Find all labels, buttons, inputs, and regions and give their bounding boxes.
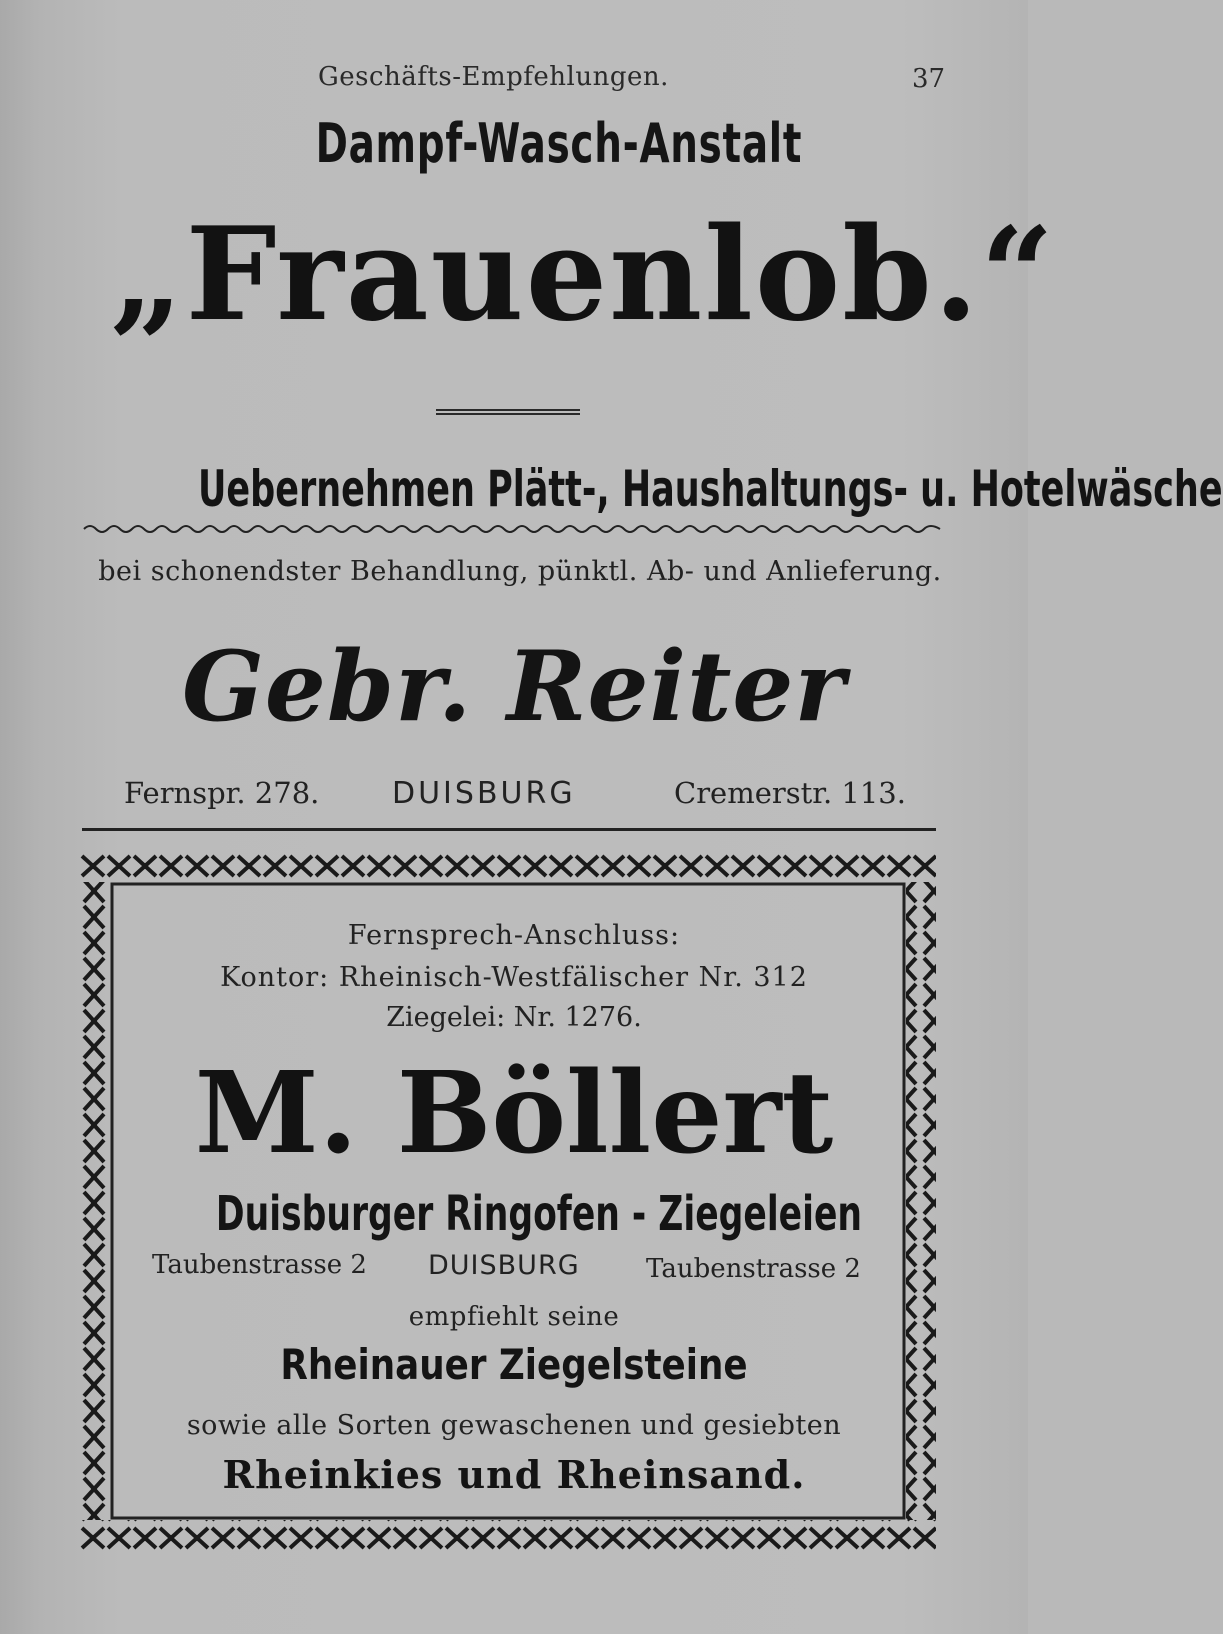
brickworks-factory-number: Ziegelei: Nr. 1276. — [386, 1002, 642, 1033]
brickworks-telephone-label: Fernsprech-Anschluss: — [347, 920, 681, 951]
page-number: 37 — [912, 64, 946, 94]
laundry-phone: Fernspr. 278. — [124, 776, 320, 810]
brickworks-office-number: Kontor: Rheinisch-Westfälischer Nr. 312 — [220, 962, 808, 993]
laundry-business-type: Dampf-Wasch-Anstalt — [315, 112, 803, 175]
brickworks-street-right: Taubenstrasse 2 — [646, 1254, 861, 1284]
brickworks-product-description: sowie alle Sorten gewaschenen und gesiebten — [186, 1410, 842, 1441]
laundry-city: DUISBURG — [392, 776, 576, 811]
brickworks-city: DUISBURG — [428, 1250, 580, 1281]
running-head: Geschäfts-Empfehlungen. — [318, 62, 669, 92]
laundry-services-detail: bei schonendster Behandlung, pünktl. Ab- und Anlieferung. — [98, 556, 942, 587]
laundry-owner: Gebr. Reiter — [181, 630, 847, 743]
brickworks-product-bricks: Rheinauer Ziegelsteine — [280, 1340, 748, 1389]
brickworks-company: Duisburger Ringofen - Ziegeleien — [215, 1186, 862, 1242]
laundry-services: Uebernehmen Plätt-, Haushaltungs- u. Hotelwäsche — [198, 460, 1223, 518]
brickworks-product-gravel-sand: Rheinkies und Rheinsand. — [222, 1452, 806, 1497]
section-divider — [82, 828, 936, 831]
double-rule-divider — [436, 409, 580, 415]
wavy-underline — [84, 522, 940, 536]
laundry-business-name: „Frauenlob.“ — [110, 200, 1056, 350]
brickworks-recommends: empfiehlt seine — [408, 1302, 620, 1332]
brickworks-owner: M. Böllert — [194, 1048, 834, 1179]
brickworks-street-left: Taubenstrasse 2 — [152, 1250, 367, 1280]
laundry-address: Cremerstr. 113. — [674, 776, 906, 810]
